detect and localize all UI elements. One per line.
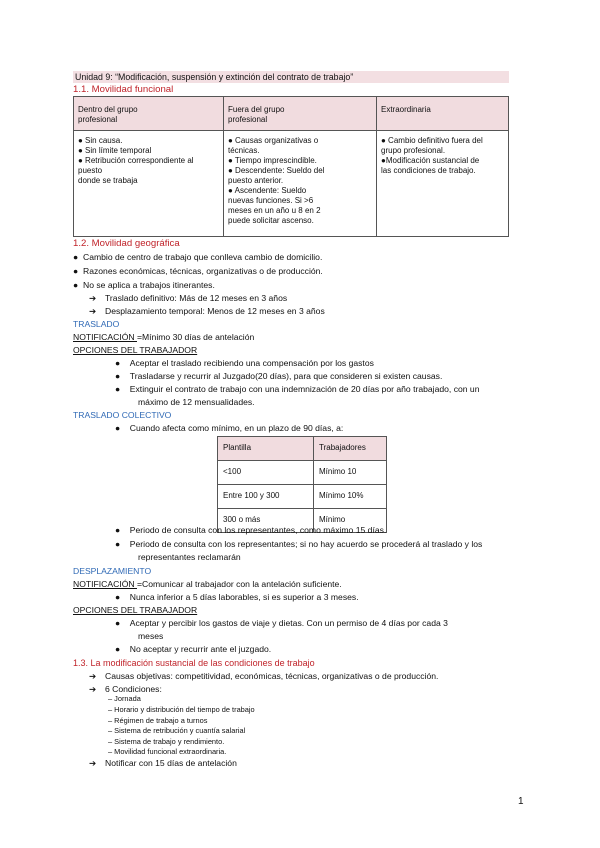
desplazamiento-opciones-heading: OPCIONES DEL TRABAJADOR	[73, 605, 198, 615]
page-number: 1	[518, 796, 524, 807]
condition-item: – Horario y distribución del tiempo de trabajo	[108, 705, 255, 714]
list-item: ● Aceptar y percibir los gastos de viaje y dietas. Con un permiso de 4 días por cada 3	[115, 618, 448, 628]
condition-item: – Jornada	[108, 694, 141, 703]
table-header-cell: Fuera del grupo profesional	[224, 97, 377, 131]
table-header-cell: Dentro del grupo profesional	[74, 97, 224, 131]
traslado-notificacion: NOTIFICACIÓN =Mínimo 30 días de antelación	[73, 332, 255, 342]
traslado-colectivo-heading: TRASLADO COLECTIVO	[73, 410, 172, 420]
table-cell-fuera: ● Causas organizativas o técnicas. ● Tiempo imprescindible. ● Descendente: Sueldo del puesto anterior. ● Ascendente: Sueldo nuevas funciones. Si >6 meses en un año u 8 en 2 puede solicitar ascenso.	[224, 131, 377, 237]
desplazamiento-heading: DESPLAZAMIENTO	[73, 566, 152, 576]
table-header-cell: Plantilla	[218, 437, 314, 461]
section-heading-modificacion-sustancial: 1.3. La modificación sustancial de las condiciones de trabajo	[73, 658, 315, 668]
arrow-icon: ➔	[89, 758, 97, 768]
list-item: ● Periodo de consulta con los representantes, como máximo 15 días.	[115, 525, 387, 535]
arrow-icon: ➔	[89, 684, 97, 694]
section-heading-movilidad-geografica: 1.2. Movilidad geográfica	[73, 238, 180, 249]
arrow-icon: ➔	[89, 671, 97, 681]
desplazamiento-notificacion: NOTIFICACIÓN =Comunicar al trabajador con la antelación suficiente.	[73, 579, 342, 589]
list-item: ● Periodo de consulta con los representantes; si no hay acuerdo se procederá al traslado y los	[115, 539, 483, 549]
traslado-heading: TRASLADO	[73, 319, 120, 329]
list-item: ➔ Desplazamiento temporal: Menos de 12 meses en 3 años	[89, 306, 325, 316]
list-item: ➔ Notificar con 15 días de antelación	[89, 758, 237, 768]
list-item: ● Extinguir el contrato de trabajo con una indemnización de 20 días por año trabajado, con un	[115, 384, 480, 394]
traslado-opciones-heading: OPCIONES DEL TRABAJADOR	[73, 345, 198, 355]
table-header-cell: Trabajadores	[314, 437, 387, 461]
condition-item: – Movilidad funcional extraordinaria.	[108, 747, 227, 756]
list-item: ● Cambio de centro de trabajo que conlleva cambio de domicilio.	[73, 252, 323, 262]
table-row: <100 Mínimo 10	[218, 461, 387, 485]
movilidad-funcional-table	[73, 96, 509, 237]
condition-item: – Sistema de trabajo y rendimiento.	[108, 737, 225, 746]
list-item: ● No aceptar y recurrir ante el juzgado.	[115, 644, 272, 654]
table-row: 300 o más Mínimo	[218, 509, 387, 533]
section-heading-movilidad-funcional: 1.1. Movilidad funcional	[73, 84, 174, 95]
arrow-icon: ➔	[89, 293, 97, 303]
list-item: ● Cuando afecta como mínimo, en un plazo de 90 días, a:	[115, 423, 344, 433]
table-cell-dentro: ● Sin causa. ● Sin límite temporal ● Retribución correspondiente al puesto donde se trabaja	[74, 131, 224, 237]
list-item-continuation: máximo de 12 mensualidades.	[138, 397, 255, 407]
list-item: ● Aceptar el traslado recibiendo una compensación por los gastos	[115, 358, 374, 368]
list-item-continuation: meses	[138, 631, 164, 641]
document-title: Unidad 9: “Modificación, suspensión y extinción del contrato de trabajo”	[73, 71, 509, 83]
arrow-icon: ➔	[89, 306, 97, 316]
list-item: ● Razones económicas, técnicas, organizativas o de producción.	[73, 266, 323, 276]
table-header-cell: Extraordinaria	[377, 97, 509, 131]
table-cell-extraordinaria: ● Cambio definitivo fuera del grupo profesional. ●Modificación sustancial de las condiciones de trabajo.	[377, 131, 509, 237]
list-item-continuation: representantes reclamarán	[138, 552, 241, 562]
list-item: ● Trasladarse y recurrir al Juzgado(20 días), para que consideren si existen causas.	[115, 371, 443, 381]
condition-item: – Sistema de retribución y cuantía salarial	[108, 726, 246, 735]
condition-item: – Régimen de trabajo a turnos	[108, 716, 208, 725]
list-item: ● Nunca inferior a 5 días laborables, si es superior a 3 meses.	[115, 592, 359, 602]
table-row: Entre 100 y 300 Mínimo 10%	[218, 485, 387, 509]
plantilla-table	[217, 436, 387, 533]
list-item: ● No se aplica a trabajos itinerantes.	[73, 280, 215, 290]
list-item: ➔ 6 Condiciones:	[89, 684, 162, 694]
list-item: ➔ Traslado definitivo: Más de 12 meses en 3 años	[89, 293, 288, 303]
list-item: ➔ Causas objetivas: competitividad, económicas, técnicas, organizativas o de producción.	[89, 671, 439, 681]
